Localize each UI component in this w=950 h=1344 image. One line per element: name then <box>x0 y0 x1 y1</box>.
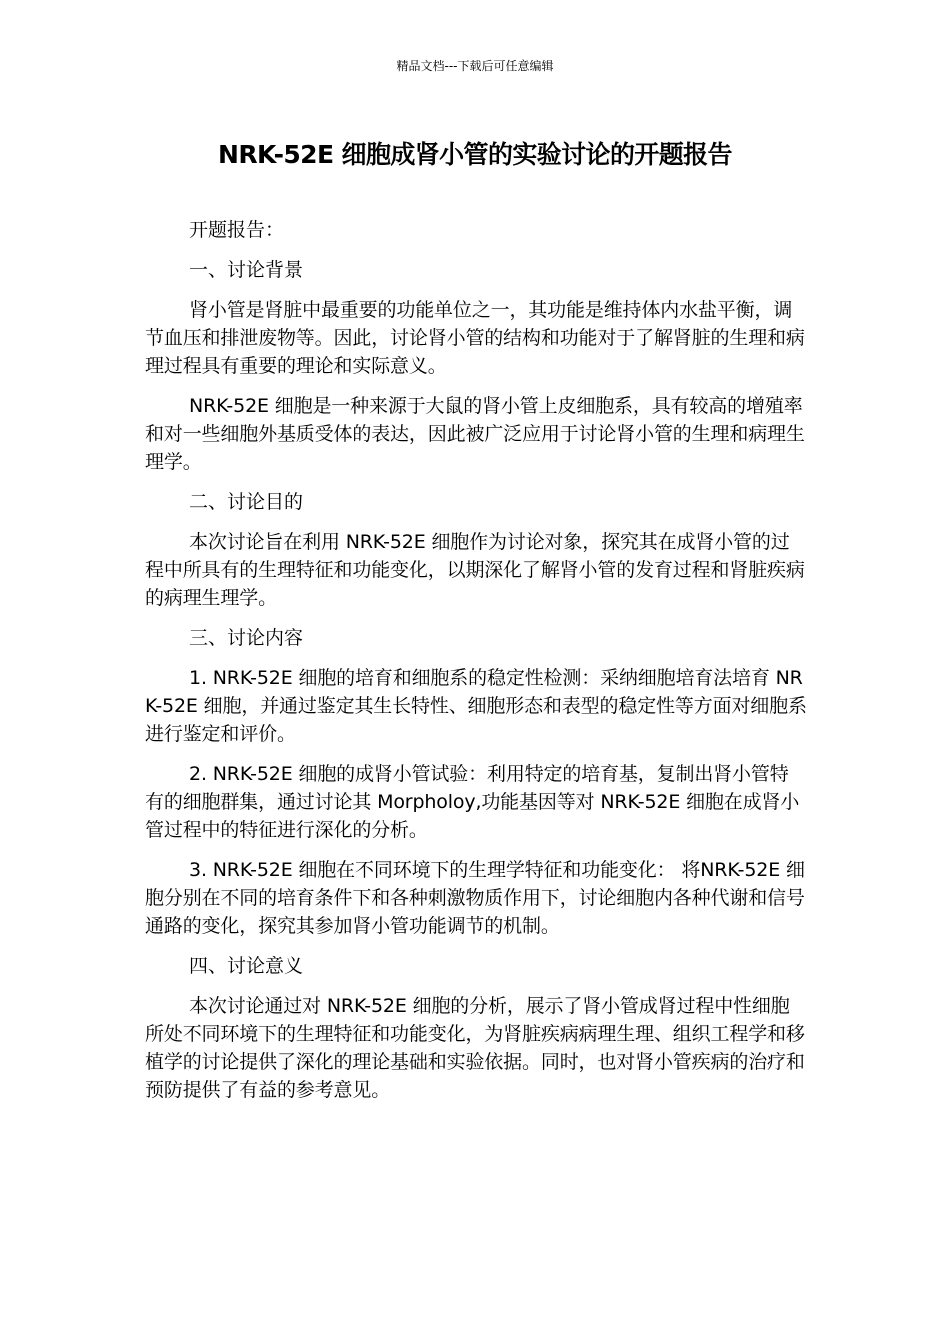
section-heading-significance: 四、讨论意义 <box>189 955 304 977</box>
paragraph-content-1: 1. NRK-52E 细胞的培育和细胞系的稳定性检测：采纳细胞培育法培育 NRK-52E 细胞，并通过鉴定其生长特性、细胞形态和表型的稳定性等方面对细胞系进行鉴定和评价。 <box>145 667 807 745</box>
document-body <box>145 216 807 1116</box>
page-header: 精品文档---下载后可任意编辑 <box>396 59 554 73</box>
document-title: NRK-52E 细胞成肾小管的实验讨论的开题报告 <box>218 140 732 169</box>
paragraph-purpose: 本次讨论旨在利用 NRK-52E 细胞作为讨论对象，探究其在成肾小管的过程中所具有的生理特征和功能变化，以期深化了解肾小管的发育过程和肾脏疾病的病理生理学。 <box>145 531 805 609</box>
section-heading-purpose: 二、讨论目的 <box>189 491 304 513</box>
paragraph-content-2: 2. NRK-52E 细胞的成肾小管试验：利用特定的培育基，复制出肾小管特有的细胞群集，通过讨论其 Morpholoy,功能基因等对 NRK-52E 细胞在成肾小管过程中的特征进行深化的分析。 <box>145 763 800 841</box>
section-heading-content: 三、讨论内容 <box>189 627 304 649</box>
report-label: 开题报告： <box>189 219 285 241</box>
paragraph-background-2: NRK-52E 细胞是一种来源于大鼠的肾小管上皮细胞系，具有较高的增殖率和对一些细胞外基质受体的表达，因此被广泛应用于讨论肾小管的生理和病理生理学。 <box>145 395 805 473</box>
paragraph-significance: 本次讨论通过对 NRK-52E 细胞的分析，展示了肾小管成肾过程中性细胞所处不同环境下的生理特征和功能变化，为肾脏疾病病理生理、组织工程学和移植学的讨论提供了深化的理论基础和实验依据。同时，也对肾小管疾病的治疗和预防提供了有益的参考意见。 <box>145 995 805 1101</box>
section-heading-background: 一、讨论背景 <box>189 259 304 281</box>
paragraph-background-1: 肾小管是肾脏中最重要的功能单位之一，其功能是维持体内水盐平衡，调节血压和排泄废物等。因此，讨论肾小管的结构和功能对于了解肾脏的生理和病理过程具有重要的理论和实际意义。 <box>145 299 805 377</box>
paragraph-content-3: 3. NRK-52E 细胞在不同环境下的生理学特征和功能变化： 将NRK-52E 细胞分别在不同的培育条件下和各种刺激物质作用下，讨论细胞内各种代谢和信号通路的变化，探究其参加肾小管功能调节的机制。 <box>145 859 805 937</box>
